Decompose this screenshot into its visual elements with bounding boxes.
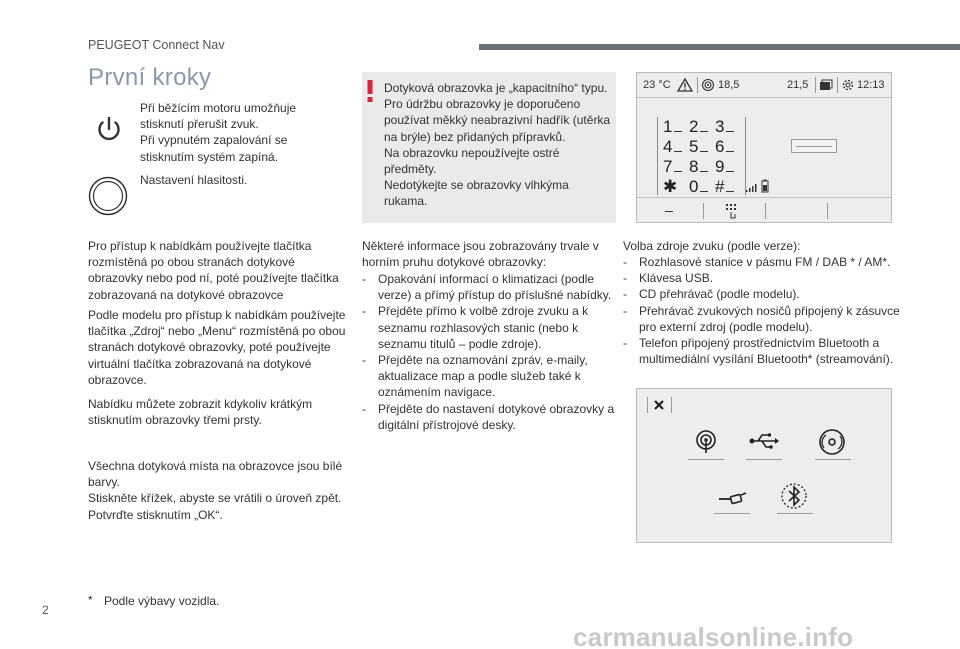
list-item: - Přejděte na oznamování zpráv, e-maily, aktualizace map a podle služeb také k oznámením navigace.	[362, 352, 624, 401]
value-left: 18,5	[718, 79, 740, 91]
keypad-icon[interactable]	[725, 203, 739, 219]
battery-icon	[761, 179, 769, 193]
usb-source-icon[interactable]	[747, 425, 781, 459]
display-field	[791, 139, 837, 153]
volume-description: Nastavení hlasitosti.	[140, 173, 248, 187]
page-number: 2	[42, 603, 49, 617]
list-item: - Rozhlasové stanice v pásmu FM / DAB * / AM*.	[623, 254, 901, 270]
radio-icon[interactable]	[701, 78, 715, 92]
aux-jack-source-icon[interactable]	[715, 479, 749, 513]
warning-box	[362, 72, 616, 223]
cd-source-icon[interactable]	[815, 425, 849, 459]
radio-source-icon[interactable]	[689, 425, 723, 459]
key-8[interactable]: 8	[689, 157, 713, 177]
source-intro: Volba zdroje zvuku (podle verze):	[623, 239, 801, 253]
warning-exclamation-icon	[366, 80, 374, 102]
climate-temperature[interactable]: 23 °C	[643, 79, 671, 91]
section-title: První kroky	[88, 64, 212, 91]
list-item: - Klávesa USB.	[623, 270, 901, 286]
source-selection-illustration	[636, 388, 892, 543]
list-item: - Telefon připojený prostřednictvím Bluetooth a multimediální vysílání Bluetooth* (streamování).	[623, 335, 901, 367]
list-item: - Přejděte do nastavení dotykové obrazovky a digitální přístrojové desky.	[362, 401, 624, 433]
touchscreen-illustration	[636, 72, 892, 223]
list-item: - Opakování informací o klimatizaci (podle verze) a přímý přístup do příslušné nabídky.	[362, 271, 624, 303]
bluetooth-source-icon[interactable]	[777, 479, 811, 513]
power-description: Při běžícím motoru umožňuje stisknutí přerušit zvuk. Při vypnutém zapalování se stisknutím systém zapíná.	[140, 101, 297, 164]
list-item: - Přehrávač zvukových nosičů připojený k zásuvce pro externí zdroj (podle modelu).	[623, 303, 901, 335]
close-icon[interactable]	[653, 399, 665, 411]
list-item: - CD přehrávač (podle modelu).	[623, 286, 901, 302]
header-rule	[479, 44, 960, 50]
key-9[interactable]: 9	[715, 157, 739, 177]
header-title: PEUGEOT Connect Nav	[88, 38, 225, 52]
volume-knob-icon	[88, 176, 128, 216]
source-list	[623, 254, 901, 367]
footnote-star: *	[88, 593, 93, 607]
warning-icon[interactable]	[677, 78, 693, 92]
key-7[interactable]: 7	[663, 157, 687, 177]
power-icon	[90, 110, 128, 148]
key-6[interactable]: 6	[715, 137, 739, 157]
key-4[interactable]: 4	[663, 137, 687, 157]
paragraph-touch-zones: Všechna dotyková místa na obrazovce jsou bílé barvy. Stiskněte křížek, abyste se vrátili o úroveň zpět. Potvrďte stisknutím „OK“.	[88, 459, 343, 522]
key-3[interactable]: 3	[715, 117, 739, 137]
key-1[interactable]: 1	[663, 117, 687, 137]
key-5[interactable]: 5	[689, 137, 713, 157]
settings-gear-icon[interactable]	[841, 78, 855, 92]
top-bar-list	[362, 271, 624, 433]
key-star[interactable]: ✱	[663, 177, 687, 217]
paragraph-source-menu: Podle modelu pro přístup k nabídkám používejte tlačítka „Zdroj“ nebo „Menu“ rozmístěná po obou stranách dotykové obrazovky, poté používejte virtuální tlačítka zobrazovaná na dotykové obrazovce.	[88, 308, 346, 387]
clock-time: 12:13	[857, 79, 885, 91]
paragraph-three-finger: Nabídku můžete zobrazit kdykoliv krátkým stisknutím obrazovky třemi prsty.	[88, 397, 313, 428]
key-2[interactable]: 2	[689, 117, 713, 137]
value-right: 21,5	[787, 79, 809, 91]
watermark: carmanualsonline.info	[573, 622, 854, 649]
footnote-text: Podle výbavy vozidla.	[104, 594, 220, 608]
messages-icon[interactable]	[819, 79, 833, 91]
key-hash[interactable]: #	[715, 177, 739, 197]
list-item: - Přejděte přímo k volbě zdroje zvuku a k seznamu rozhlasových stanic (nebo k seznamu titulů – podle zdroje).	[362, 303, 624, 352]
signal-strength-icon	[745, 181, 757, 193]
screen-top-bar	[637, 73, 891, 97]
warning-text: Dotyková obrazovka je „kapacitního“ typu. Pro údržbu obrazovky je doporučeno používat měkký neabrazivní hadřík (utěrka na brýle) bez přidaných přípravků. Na obrazovku nepoužívejte ostré předměty. Nedotýkejte se obrazovky vlhkýma rukama.	[384, 81, 611, 209]
key-0[interactable]: 0	[689, 177, 713, 197]
paragraph-touch-access: Pro přístup k nabídkám používejte tlačítka rozmístěná po obou stranách dotykové obrazovky nebo pod ní, poté používejte tlačítka zobrazovaná na dotykové obrazovce	[88, 239, 339, 302]
top-bar-intro: Některé informace jsou zobrazovány trvale v horním pruhu dotykové obrazovky:	[362, 239, 599, 270]
